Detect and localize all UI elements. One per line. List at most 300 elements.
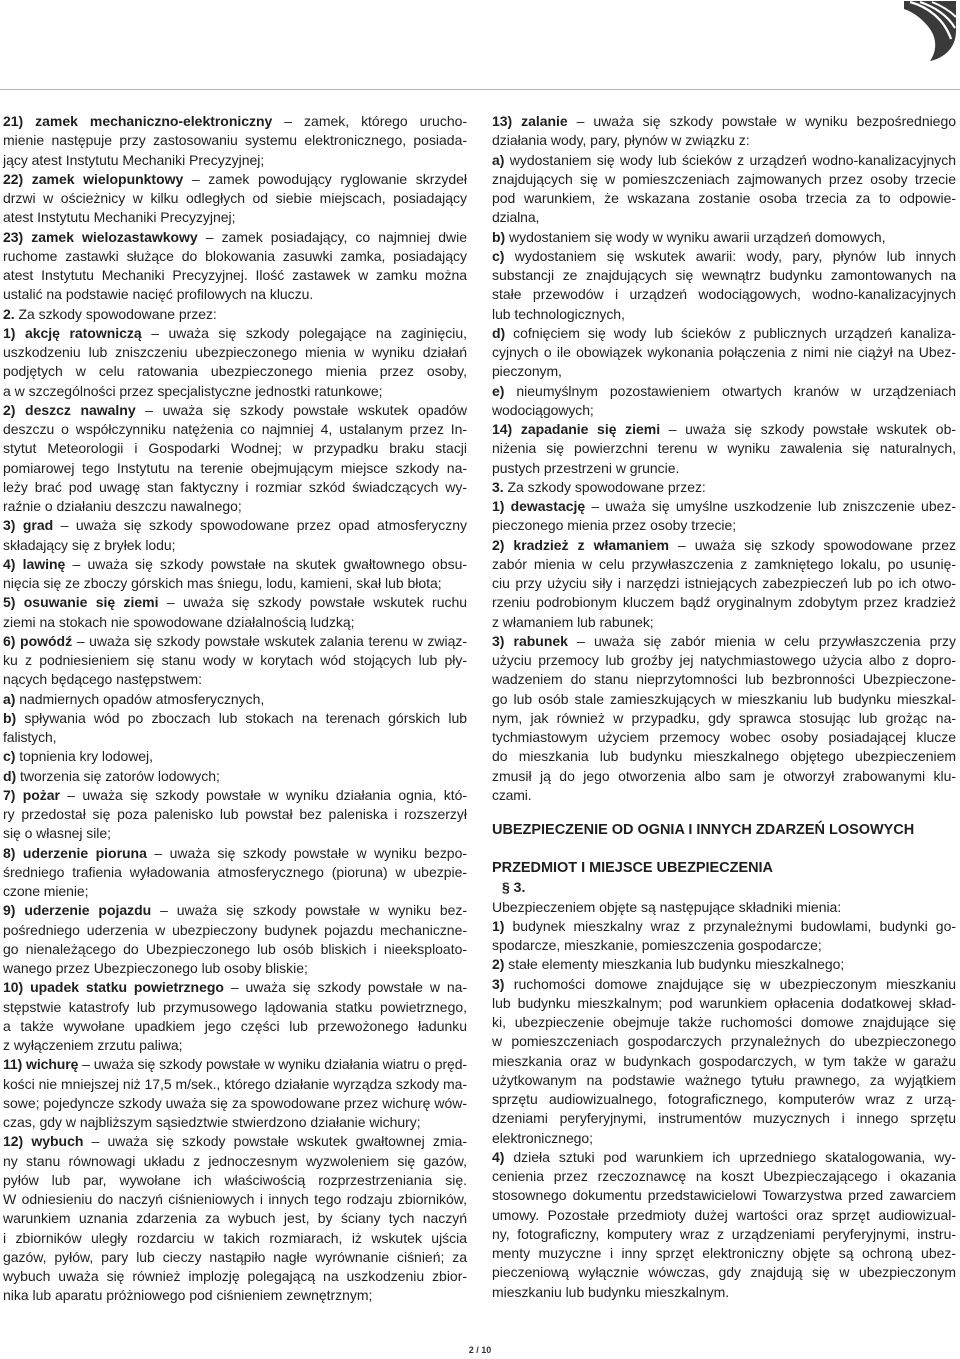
line-text: z włamaniem lub rabunek; bbox=[492, 613, 654, 630]
text-line bbox=[3, 1075, 467, 1094]
text-line bbox=[3, 805, 467, 824]
line-text: pyłów lub par, wywołane ich właściwością rozprzestrzeniania się. bbox=[3, 1171, 467, 1188]
text-line bbox=[3, 266, 467, 285]
text-line bbox=[492, 189, 956, 208]
term-label: c) bbox=[3, 748, 16, 765]
line-text: stałe elementy mieszkania lub budynku mieszkalnego; bbox=[504, 956, 845, 973]
paragraph bbox=[3, 786, 467, 844]
text-line bbox=[492, 439, 956, 458]
text-line bbox=[492, 536, 956, 555]
text-line bbox=[492, 208, 956, 227]
paragraph bbox=[492, 536, 956, 632]
term-label: 1) dewastację bbox=[492, 498, 586, 514]
term-label: b) bbox=[3, 709, 17, 726]
line-text: falistych, bbox=[3, 729, 57, 745]
line-text: wadzeniem do stanu nieprzytomności lub bezbronności Ubezpieczone- bbox=[492, 671, 956, 688]
text-line bbox=[3, 844, 467, 863]
line-text: atest Instytutu Mechaniki Precyzyjnej. Ilość zastawek w zamku można bbox=[3, 267, 467, 283]
text-line bbox=[492, 690, 956, 709]
text-line bbox=[492, 994, 956, 1013]
line-text: cenienia przez rzeczoznawcę na koszt Ubezpieczającego i okazania bbox=[492, 1168, 956, 1184]
text-line bbox=[3, 940, 467, 959]
text-line bbox=[3, 439, 467, 458]
text-line bbox=[492, 1071, 956, 1090]
line-text: pieczeniową wyłącznie wówczas, gdy znajdują się w ubezpieczonym bbox=[492, 1264, 956, 1281]
line-text: – zamek, którego urucho- bbox=[272, 113, 467, 129]
line-text: ruchomości domowe znajdujące się w ubezpieczonym mieszkaniu bbox=[504, 975, 956, 992]
text-line bbox=[3, 285, 467, 304]
text-line bbox=[492, 382, 956, 401]
line-text: wydostaniem się wody w wyniku awarii urządzeń domowych, bbox=[505, 228, 886, 245]
line-text: – uważa się szkody powstałe wskutek opadów bbox=[135, 401, 467, 418]
line-text: – uważa się szkody powstałe w wyniku bezpo- bbox=[146, 844, 467, 861]
text-line bbox=[3, 555, 467, 574]
text-line bbox=[3, 343, 467, 362]
paragraph bbox=[492, 247, 956, 324]
text-line bbox=[3, 131, 467, 150]
line-text: tworzenia się zatorów lodowych; bbox=[16, 767, 220, 784]
line-text: wydostaniem się wskutek awarii: wody, pary, płynów lub innych bbox=[504, 247, 956, 264]
text-line bbox=[492, 1090, 956, 1109]
line-text: ry przedostał się poza palenisko lub powstał bez paleniska i rozszerzył bbox=[3, 806, 467, 822]
line-text: zabór mienia w celu przywłaszczenia z zamkniętego lokalu, po usunię- bbox=[492, 555, 956, 572]
line-text: ciu przy użyciu siły i narzędzi istniejących zabezpieczeń lub po ich otwo- bbox=[492, 575, 956, 591]
text-line bbox=[3, 1209, 467, 1228]
line-text: – uważa się szkody powstałe wskutek ruchu bbox=[158, 594, 467, 611]
text-line bbox=[3, 420, 467, 439]
text-line bbox=[3, 901, 467, 920]
text-line bbox=[492, 1206, 956, 1225]
line-text: ziemi na stokach nie spowodowane działalnością ludzką; bbox=[3, 613, 355, 630]
text-line bbox=[492, 343, 956, 362]
line-text: użyciu przemocy lub groźby jej natychmiastowego użycia albo z dopro- bbox=[492, 652, 956, 668]
line-text: Ubezpieczeniem objęte są następujące składniki mienia: bbox=[492, 898, 842, 915]
text-line bbox=[3, 1094, 467, 1113]
line-text: podjętych w celu ratowania ubezpieczonego mienia przez osoby, bbox=[3, 363, 467, 380]
line-text: stępstwie katastrofy lub przymusowego lądowania statku powietrznego, bbox=[3, 998, 467, 1015]
paragraph bbox=[3, 401, 467, 517]
line-text: umowy. Pozostałe przedmioty dużej wartości oraz sprzęt audiowizual- bbox=[492, 1206, 956, 1223]
paragraph bbox=[3, 555, 467, 594]
line-text: – uważa się szkody spowodowane przez opad atmosferyczny bbox=[53, 517, 467, 534]
text-line bbox=[3, 786, 467, 805]
paragraph bbox=[492, 898, 956, 917]
term-label: 1) bbox=[492, 917, 505, 934]
text-line bbox=[3, 632, 467, 651]
text-line bbox=[492, 247, 956, 266]
text-line bbox=[492, 632, 956, 651]
text-line bbox=[3, 613, 467, 632]
line-text: elektronicznego; bbox=[492, 1129, 593, 1146]
text-line bbox=[3, 1055, 467, 1074]
line-text: Za szkody spowodowane przez: bbox=[503, 478, 706, 495]
term-label: a) bbox=[492, 151, 505, 168]
line-text: a w szczególności przez specjalistyczne jednostki ratunkowe; bbox=[3, 382, 383, 399]
paragraph bbox=[3, 516, 467, 555]
text-line bbox=[3, 882, 467, 901]
paragraph bbox=[3, 170, 467, 228]
subsection-heading: PRZEDMIOT I MIEJSCE UBEZPIECZENIA bbox=[492, 860, 773, 876]
line-text: pustych przestrzeni w gruncie. bbox=[492, 459, 680, 476]
section-number: § 3. bbox=[502, 879, 526, 896]
paragraph bbox=[492, 151, 956, 228]
term-label: 3) rabunek bbox=[492, 632, 568, 649]
paragraph bbox=[3, 1132, 467, 1305]
text-line bbox=[492, 898, 956, 917]
paragraph bbox=[3, 844, 467, 902]
text-line bbox=[492, 324, 956, 343]
text-line bbox=[492, 1263, 956, 1282]
paragraph bbox=[3, 324, 467, 401]
text-line bbox=[492, 1148, 956, 1167]
paragraph bbox=[3, 709, 467, 748]
paragraph bbox=[492, 382, 956, 421]
line-text: atest Instytutu Mechaniki Precyzyjnej; bbox=[3, 209, 236, 226]
line-text: mienie następuje przy zastosowaniu systemu elektronicznego, posiada- bbox=[3, 132, 467, 149]
paragraph bbox=[492, 420, 956, 478]
text-line bbox=[492, 786, 956, 805]
line-text: – uważa się szkody powstałe w wyniku działania ognia, któ- bbox=[60, 786, 467, 803]
text-line bbox=[492, 151, 956, 170]
left-column bbox=[3, 112, 467, 1306]
text-line bbox=[3, 978, 467, 997]
text-line bbox=[492, 285, 956, 304]
line-text: ustalić na podstawie nacięć profilowych na kluczu. bbox=[3, 286, 314, 303]
text-line bbox=[492, 574, 956, 593]
right-column-definitions bbox=[492, 112, 956, 805]
line-text: wodociągowych; bbox=[492, 401, 594, 418]
term-label: 2) kradzież z włamaniem bbox=[492, 536, 669, 553]
text-line bbox=[492, 1225, 956, 1244]
line-text: – uważa się szkody polegające na zaginięciu, bbox=[141, 324, 467, 341]
text-line bbox=[492, 613, 956, 632]
text-line bbox=[3, 1017, 467, 1036]
paragraph bbox=[492, 955, 956, 974]
text-line bbox=[492, 767, 956, 786]
text-line bbox=[492, 228, 956, 247]
text-line bbox=[492, 1052, 956, 1071]
paragraph bbox=[492, 917, 956, 956]
line-text: mieszkaniu lub budynku mieszkalnym. bbox=[492, 1283, 730, 1300]
line-text: pieczonego mienia przez osoby trzecie; bbox=[492, 517, 737, 534]
line-text: lub budynku mieszkalnym; pod warunkiem opłacenia dodatkowej skład- bbox=[492, 994, 956, 1011]
right-column bbox=[492, 112, 956, 1302]
line-text: tychmiastowym użyciem przemocy wobec osoby posiadającej klucze bbox=[492, 729, 956, 745]
line-text: ruchome zastawki służące do blokowania zasuwki zamka, posiadający bbox=[3, 247, 467, 264]
line-text: leży brać pod uwagę stan faktyczny i rozmiar szkód świadczących wy- bbox=[3, 478, 467, 495]
text-line bbox=[492, 1167, 956, 1186]
line-text: – uważa się zabór mienia w celu przywłaszczenia przy bbox=[567, 632, 956, 649]
text-line bbox=[492, 747, 956, 766]
line-text: – uważa się szkody powstałe w na- bbox=[223, 979, 468, 996]
term-label: 2) deszcz nawalny bbox=[3, 401, 136, 418]
line-text: go lub osób stale zamieszkujących w mieszkaniu lub budynku mieszkal- bbox=[492, 690, 956, 707]
term-label: 6) powódź bbox=[3, 632, 73, 649]
paragraph bbox=[3, 767, 467, 786]
text-line bbox=[492, 651, 956, 670]
text-line bbox=[3, 921, 467, 940]
text-line bbox=[492, 478, 956, 497]
text-line bbox=[492, 1109, 956, 1128]
text-line bbox=[492, 670, 956, 689]
line-text: znajdujących się w pomieszczeniach zajmowanych przez osoby trzecie bbox=[492, 170, 956, 187]
term-label: 21) zamek mechaniczno-elektroniczny bbox=[3, 113, 273, 129]
line-text: – uważa się szkody powstałe wskutek zalania terenu w związ- bbox=[72, 632, 467, 649]
line-text: budynek mieszkalny wraz z przynależnymi budowlami, budynki go- bbox=[504, 917, 956, 934]
paragraph bbox=[3, 1055, 467, 1132]
text-line bbox=[3, 497, 467, 516]
line-text: go nienależącego do Ubezpieczonego lub osób bliskich i nieeksploato- bbox=[3, 940, 467, 957]
term-label: 4) lawinę bbox=[3, 555, 66, 572]
line-text: – zamek powodujący ryglowanie skrzydeł bbox=[183, 170, 467, 187]
paragraph bbox=[492, 1148, 956, 1302]
text-line bbox=[3, 305, 467, 324]
text-line bbox=[3, 1036, 467, 1055]
text-line bbox=[492, 728, 956, 747]
term-label: 8) uderzenie pioruna bbox=[3, 844, 147, 861]
term-label: 11) wichurę bbox=[3, 1056, 79, 1073]
text-line bbox=[492, 555, 956, 574]
text-line bbox=[3, 382, 467, 401]
line-text: rzeniu podrobionym kluczem bądź oryginalnym zdobytym przez kradzież bbox=[492, 594, 956, 611]
line-text: menty muzyczne i inny sprzęt elektroniczny objęte są ochroną ubez- bbox=[492, 1245, 956, 1261]
text-line bbox=[3, 1229, 467, 1248]
text-line bbox=[492, 1032, 956, 1051]
line-text: czas, gdy w najbliższym sąsiedztwie stwierdzono działanie wichury; bbox=[3, 1114, 421, 1130]
text-line bbox=[3, 1190, 467, 1209]
header-rule bbox=[0, 89, 960, 90]
line-text: średniego trafienia wyładowania atmosferycznego (pioruna) w ubezpie- bbox=[3, 863, 467, 880]
text-line bbox=[492, 305, 956, 324]
line-text: gazów, pyłów, pary lub cieczy nastąpiło nagłe wyrównanie ciśnień; za bbox=[3, 1248, 467, 1265]
line-text: – uważa się szkody powstałe wskutek ob- bbox=[660, 421, 956, 437]
text-line bbox=[492, 420, 956, 439]
insured-property-list bbox=[492, 898, 956, 1302]
line-text: nieumyślnym pozostawieniem otwartych kranów w urządzeniach bbox=[504, 382, 956, 399]
term-label: a) bbox=[3, 690, 16, 707]
line-text: cofnięciem się wody lub ścieków z publicznych urządzeń kanaliza- bbox=[505, 324, 956, 341]
term-label: 22) zamek wielopunktowy bbox=[3, 170, 184, 187]
line-text: nika lub aparatu próżniowego pod ciśnieniem zewnętrznym; bbox=[3, 1287, 373, 1304]
line-text: topnienia kry lodowej, bbox=[15, 748, 153, 765]
paragraph bbox=[3, 632, 467, 690]
line-text: wybuch uważa się również implozję polegającą na uszkodzeniu zbior- bbox=[3, 1268, 467, 1284]
text-line bbox=[3, 516, 467, 535]
line-text: nięcia się ze zboczy górskich mas śniegu, lodu, kamieni, skał lub błota; bbox=[3, 575, 442, 591]
term-label: 3) bbox=[492, 975, 505, 992]
term-label: 9) uderzenie pojazdu bbox=[3, 902, 152, 919]
text-line bbox=[492, 1244, 956, 1263]
line-text: drzwi w ościeżnicy w kilku odległych od siebie miejscach, posiadający bbox=[3, 190, 467, 206]
line-text: kości nie mniejszej niż 17,5 m/sek., którego działanie wyrządza szkody ma- bbox=[3, 1075, 467, 1092]
term-label: 2) bbox=[492, 956, 505, 973]
line-text: do mieszkania lub budynku mieszkalnego objętego ubezpieczeniem bbox=[492, 748, 956, 765]
term-label: 7) pożar bbox=[3, 786, 60, 803]
line-text: pieczonym, bbox=[492, 363, 562, 380]
text-line bbox=[492, 1283, 956, 1302]
text-line bbox=[3, 228, 467, 247]
text-line bbox=[3, 401, 467, 420]
line-text: zmusił ją do jego otworzenia albo sam je otworzył zrabowanymi klu- bbox=[492, 767, 956, 784]
paragraph bbox=[492, 975, 956, 1148]
text-line bbox=[492, 266, 956, 285]
line-text: spodarcze, mieszkanie, pomieszczenia gospodarcze; bbox=[492, 937, 822, 953]
text-line bbox=[3, 1171, 467, 1190]
line-text: nadmiernych opadów atmosferycznych, bbox=[15, 690, 265, 707]
line-text: stałe przewodów i urządzeń wodociągowych, wodno-kanalizacyjnych bbox=[492, 286, 956, 303]
term-label: 13) zalanie bbox=[492, 113, 568, 129]
text-line bbox=[3, 1248, 467, 1267]
text-line bbox=[3, 362, 467, 381]
text-line bbox=[492, 131, 956, 150]
text-line bbox=[492, 593, 956, 612]
line-text: ku z podniesieniem się stanu wody w korytach wód stojących lub pły- bbox=[3, 652, 467, 668]
text-line bbox=[3, 767, 467, 786]
line-text: – uważa się umyślne uszkodzenie lub zniszczenie ubez- bbox=[585, 498, 956, 514]
text-line bbox=[3, 998, 467, 1017]
term-label: 2. bbox=[3, 305, 15, 322]
logo-icon bbox=[904, 1, 956, 61]
line-text: się o własnej sile; bbox=[3, 825, 111, 842]
line-text: ny stanu równowagi układu z jednoczesnym wyzwoleniem się gazów, bbox=[3, 1152, 467, 1169]
text-line bbox=[3, 170, 467, 189]
line-text: pośredniego uderzenia w ubezpieczony budynek pojazdu mechaniczne- bbox=[3, 921, 467, 938]
text-line bbox=[492, 955, 956, 974]
term-label: 1) akcję ratowniczą bbox=[3, 324, 142, 341]
text-line bbox=[3, 1152, 467, 1171]
line-text: uszkodzeniu lub zniszczeniu ubezpieczonego mienia w wyniku działań bbox=[3, 344, 467, 360]
text-line bbox=[3, 670, 467, 689]
text-line bbox=[492, 1013, 956, 1032]
line-text: i zbiorników uległy rozdarciu w takich rozmiarach, iż wskutek ujścia bbox=[3, 1229, 467, 1246]
text-line bbox=[492, 1129, 956, 1148]
text-line bbox=[492, 459, 956, 478]
line-text: nących będącego następstwem: bbox=[3, 671, 203, 688]
line-text: jący atest Instytutu Mechaniki Precyzyjnej; bbox=[3, 151, 265, 168]
line-text: – zamek posiadający, co najmniej dwie bbox=[197, 228, 467, 245]
text-line bbox=[492, 112, 956, 131]
paragraph bbox=[492, 324, 956, 382]
term-label: d) bbox=[3, 767, 17, 784]
line-text: ki, ubezpieczenie obejmuje także ruchomości domowe znajdujące się bbox=[492, 1014, 956, 1030]
line-text: – uważa się szkody spowodowane przez bbox=[668, 536, 956, 553]
text-line bbox=[3, 728, 467, 747]
term-label: 3) grad bbox=[3, 517, 54, 534]
paragraph bbox=[3, 593, 467, 632]
term-label: 10) upadek statku powietrznego bbox=[3, 979, 224, 996]
paragraph bbox=[492, 112, 956, 151]
page-number: 2 / 10 bbox=[468, 1345, 492, 1355]
text-line bbox=[3, 747, 467, 766]
text-line bbox=[3, 863, 467, 882]
line-text: dzeniami peryferyjnymi, instrumentów muzycznych i innego sprzętu bbox=[492, 1110, 956, 1127]
line-text: substancji ze znajdujących się wewnątrz budynku zamontowanych na bbox=[492, 267, 956, 283]
text-line bbox=[3, 459, 467, 478]
text-line bbox=[492, 936, 956, 955]
term-label: 23) zamek wielozastawkowy bbox=[3, 228, 198, 245]
text-line bbox=[492, 917, 956, 936]
text-line bbox=[3, 208, 467, 227]
paragraph bbox=[492, 228, 956, 247]
text-line bbox=[3, 824, 467, 843]
line-text: – uważa się szkody powstałe na skutek gwałtownego obsu- bbox=[65, 555, 467, 572]
text-line bbox=[3, 709, 467, 728]
line-text: – uważa się szkody powstałe w wyniku działania wiatru o pręd- bbox=[78, 1056, 467, 1073]
text-line bbox=[3, 536, 467, 555]
text-line bbox=[3, 1286, 467, 1305]
term-label: c) bbox=[492, 247, 505, 264]
line-text: ny, fotograficzny, komputery wraz z urządzeniami peryferyjnymi, instru- bbox=[492, 1225, 956, 1242]
text-line bbox=[3, 690, 467, 709]
text-line bbox=[3, 574, 467, 593]
text-line bbox=[3, 112, 467, 131]
section-heading: UBEZPIECZENIE OD OGNIA I INNYCH ZDARZEŃ LOSOWYCH bbox=[492, 822, 915, 838]
paragraph bbox=[3, 978, 467, 1055]
text-line bbox=[3, 324, 467, 343]
text-line bbox=[3, 478, 467, 497]
text-line bbox=[3, 247, 467, 266]
text-line bbox=[3, 189, 467, 208]
term-label: d) bbox=[492, 324, 506, 341]
line-text: niżenia się powierzchni terenu w wyniku zawalenia się naturalnych, bbox=[492, 440, 956, 457]
line-text: pomiarowej tego Instytutu na terenie obejmującym miejsce szkody na- bbox=[3, 459, 467, 476]
paragraph bbox=[492, 497, 956, 536]
text-line bbox=[492, 401, 956, 420]
term-label: e) bbox=[492, 382, 505, 399]
line-text: lub technologicznych, bbox=[492, 305, 625, 322]
text-line bbox=[492, 497, 956, 516]
text-line bbox=[3, 959, 467, 978]
line-text: spływania wód po zboczach lub stokach na terenach górskich lub bbox=[16, 709, 467, 726]
line-text: działania wody, pary, płynów w związku z: bbox=[492, 132, 750, 149]
paragraph bbox=[3, 228, 467, 305]
term-label: 3. bbox=[492, 478, 504, 495]
text-line bbox=[492, 709, 956, 728]
paragraph bbox=[3, 112, 467, 170]
text-line bbox=[492, 516, 956, 535]
line-text: w pomieszczeniach gospodarczych przynależnych do ubezpieczonego bbox=[492, 1033, 956, 1050]
line-text: pod warunkiem, że wskazana zostanie osoba trzecia za to odpowie- bbox=[492, 190, 956, 206]
text-line bbox=[3, 1267, 467, 1286]
line-text: Za szkody spowodowane przez: bbox=[14, 305, 217, 322]
line-text: warunkiem uznania zdarzenia za wybuch jest, by ściany tych naczyń bbox=[3, 1210, 467, 1227]
line-text: użytkowanym na podstawie ważnego tytułu prawnego, za wyjątkiem bbox=[492, 1071, 956, 1088]
line-text: a także wywołane upadkiem jego części lub przewożonego ładunku bbox=[3, 1017, 467, 1034]
term-label: b) bbox=[492, 228, 506, 245]
paragraph bbox=[492, 632, 956, 805]
term-label: 4) bbox=[492, 1148, 505, 1165]
line-text: – uważa się szkody powstałe wskutek gwałtownej zmia- bbox=[83, 1133, 467, 1150]
line-text: raźnie o działaniu deszczu nawalnego; bbox=[3, 498, 242, 514]
paragraph bbox=[3, 747, 467, 766]
line-text: nym, jak również w przypadku, gdy sprawca stosując lub grożąc na- bbox=[492, 709, 956, 726]
line-text: mieszkania oraz w budynkach gospodarczych, w tym także w garażu bbox=[492, 1052, 956, 1069]
text-line bbox=[492, 362, 956, 381]
line-text: cyjnych o ile obowiązek wykonania połączenia z nimi nie ciążył na Ubez- bbox=[492, 344, 956, 360]
text-line bbox=[492, 170, 956, 189]
text-line bbox=[3, 1132, 467, 1151]
text-line bbox=[3, 651, 467, 670]
line-text: dzieła sztuki pod warunkiem ich uprzedniego skatalogowania, wy- bbox=[504, 1148, 956, 1165]
line-text: z wyłączeniem zrzutu paliwa; bbox=[3, 1037, 183, 1053]
line-text: stosownego dokumentu przedstawicielowi Towarzystwa przed zawarciem bbox=[492, 1187, 956, 1204]
line-text: sowe; pojedyncze szkody uważa się za spowodowane przez wichurę wów- bbox=[3, 1094, 467, 1111]
line-text: dzialna, bbox=[492, 209, 540, 226]
term-label: 12) wybuch bbox=[3, 1133, 84, 1150]
line-text: – uważa się szkody powstałe w wyniku bezpośredniego bbox=[567, 113, 956, 129]
line-text: wanego przez Ubezpieczonego lub osoby bliskie; bbox=[3, 960, 308, 976]
line-text: wydostaniem się wody lub ścieków z urządzeń wodno-kanalizacyjnych bbox=[504, 151, 956, 168]
